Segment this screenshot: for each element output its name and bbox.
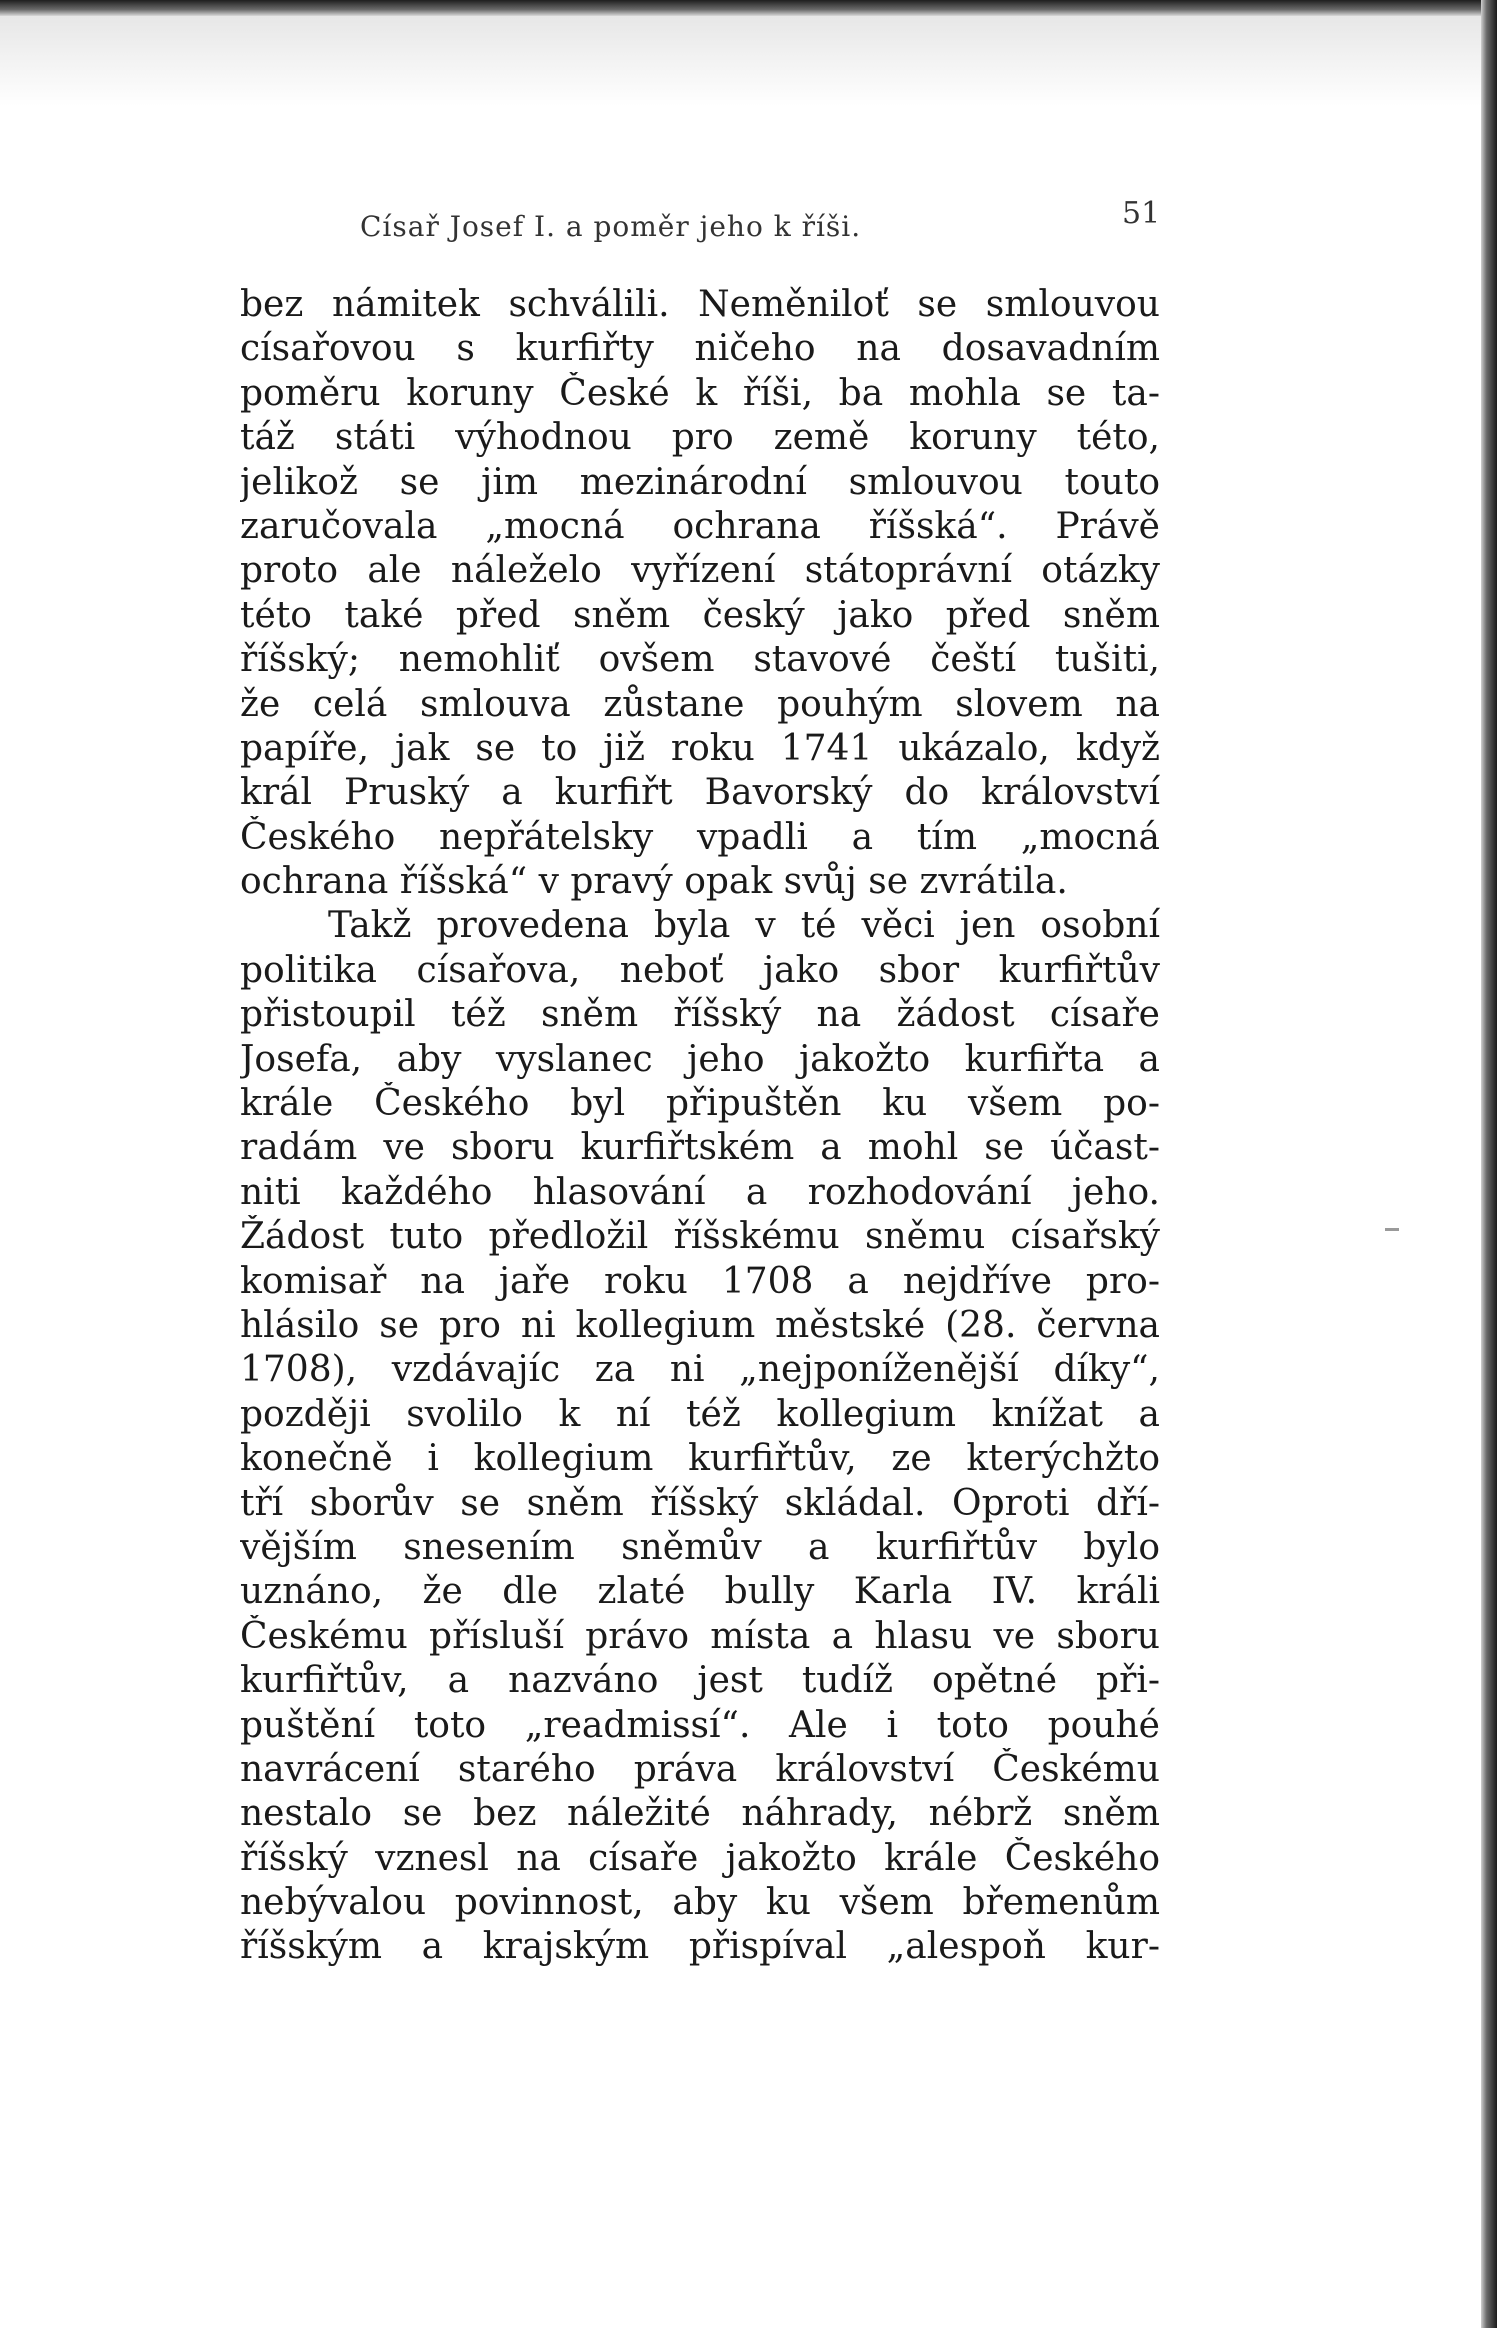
text-line: papíře, jak se to již roku 1741 ukázalo, když (240, 727, 1160, 769)
scan-shadow (0, 16, 1497, 106)
text-line: uznáno, že dle zlaté bully Karla IV. králi (240, 1571, 1160, 1613)
text-line: konečně i kollegium kurfiřtův, ze kterýchžto (240, 1438, 1160, 1480)
paragraph-end-line: ochrana říšská“ v pravý opak svůj se zvrátila. (240, 861, 1068, 903)
text-line: Českému přísluší právo místa a hlasu ve sboru (240, 1615, 1160, 1657)
body-text (240, 283, 1160, 1970)
text-line: proto ale náleželo vyřízení státoprávní otázky (240, 550, 1160, 592)
text-line: komisař na jaře roku 1708 a nejdříve pro- (240, 1260, 1160, 1302)
text-line: tří sborův se sněm říšský skládal. Oproti dří- (240, 1482, 1160, 1524)
text-line: vějším snesením sněmův a kurfiřtův bylo (240, 1526, 1160, 1568)
page-number: 51 (1122, 196, 1161, 231)
text-line: nebývalou povinnost, aby ku všem břemenům (240, 1882, 1160, 1924)
text-line: bez námitek schválili. Neměniloť se smlouvou (240, 284, 1160, 325)
paragraph-start-line: Takž provedena byla v té věci jen osobní (328, 905, 1160, 947)
text-line: Josefa, aby vyslanec jeho jakožto kurfiřta a (240, 1038, 1160, 1080)
text-line: říšský; nemohliť ovšem stavové čeští tušiti, (240, 639, 1160, 681)
text-line: poměru koruny České k říši, ba mohla se ta- (240, 372, 1160, 414)
text-line: puštění toto „readmissí“. Ale i toto pouhé (240, 1704, 1160, 1746)
text-line: císařovou s kurfiřty ničeho na dosavadním (240, 328, 1160, 370)
text-line: hlásilo se pro ni kollegium městské (28. června (240, 1304, 1160, 1346)
text-line: zaručovala „mocná ochrana říšská“. Právě (240, 505, 1160, 547)
text-line: radám ve sboru kurfiřtském a mohl se účast- (240, 1127, 1160, 1169)
text-line: táž státi výhodnou pro země koruny této, (240, 417, 1160, 459)
text-line: politika císařova, neboť jako sbor kurfiřtův (240, 949, 1160, 991)
text-line: Českého nepřátelsky vpadli a tím „mocná (240, 816, 1160, 858)
text-line: navrácení starého práva království Českému (240, 1748, 1160, 1790)
text-line: 1708), vzdávajíc za ni „nejponíženější díky“, (240, 1349, 1160, 1391)
scan-edge-top (0, 0, 1497, 16)
text-line: této také před sněm český jako před sněm (240, 594, 1160, 636)
text-line: kurfiřtův, a nazváno jest tudíž opětné při- (240, 1660, 1160, 1702)
scan-edge-right (1481, 0, 1497, 2328)
text-line: král Pruský a kurfiřt Bavorský do království (240, 772, 1160, 814)
text-line: krále Českého byl připuštěn ku všem po- (240, 1083, 1160, 1125)
text-line: niti každého hlasování a rozhodování jeho. (240, 1171, 1160, 1213)
text-line: jelikož se jim mezinárodní smlouvou touto (240, 461, 1160, 503)
margin-mark (1385, 1228, 1399, 1231)
text-line: nestalo se bez náležité náhrady, nébrž sněm (240, 1793, 1160, 1835)
text-line: říšským a krajským přispíval „alespoň kur- (240, 1926, 1160, 1968)
running-head: Císař Josef I. a poměr jeho k říši. (360, 210, 862, 243)
text-line: že celá smlouva zůstane pouhým slovem na (240, 683, 1160, 725)
text-line: Žádost tuto předložil říšskému sněmu císařský (240, 1216, 1160, 1258)
text-line: říšský vznesl na císaře jakožto krále Českého (240, 1837, 1160, 1879)
text-line: přistoupil též sněm říšský na žádost císaře (240, 994, 1160, 1036)
text-line: později svolilo k ní též kollegium knížat a (240, 1393, 1160, 1435)
